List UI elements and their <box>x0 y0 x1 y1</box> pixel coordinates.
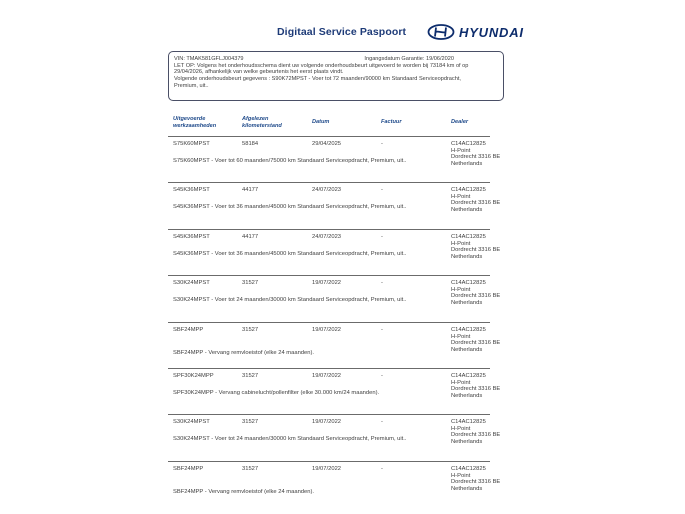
service-code: SBF24MPP <box>173 327 204 333</box>
service-description: SBF24MPP - Vervang remvloeistof (elke 24 maanden). <box>173 350 315 356</box>
km-reading: 44177 <box>242 234 259 240</box>
dealer-line: Dordrecht 3316 BE <box>451 154 501 161</box>
dealer-line: C14AC12825 <box>451 187 486 193</box>
km-reading: 31527 <box>242 280 259 286</box>
invoice: - <box>381 466 383 472</box>
dealer-line: H-Point <box>451 333 471 340</box>
dealer-line: Dordrecht 3316 BE <box>451 293 501 300</box>
row-separator <box>168 322 490 323</box>
dealer-line: Dordrecht 3316 BE <box>451 479 501 486</box>
dealer-line: C14AC12825 <box>451 234 486 240</box>
row-separator <box>168 136 490 137</box>
row-separator <box>168 275 490 276</box>
service-date: 19/07/2022 <box>312 419 342 425</box>
invoice: - <box>381 234 383 240</box>
service-date: 29/04/2025 <box>312 141 342 147</box>
warranty-start-date: Ingangsdatum Garantie: 19/06/2020 <box>364 56 454 62</box>
service-code: S30K24MPST <box>173 280 210 286</box>
service-code: S75K60MPST <box>173 141 210 147</box>
page-title: Digitaal Service Paspoort <box>277 26 407 38</box>
km-reading: 44177 <box>242 187 259 193</box>
vin: VIN: TMAK581GFLJ004379 <box>174 56 244 62</box>
dealer-line: H-Point <box>451 286 471 293</box>
dealer-line: Dordrecht 3316 BE <box>451 432 501 439</box>
dealer-line: Dordrecht 3316 BE <box>451 340 501 347</box>
km-reading: 31527 <box>242 419 259 425</box>
invoice: - <box>381 419 383 425</box>
hyundai-logo-icon <box>427 24 455 40</box>
km-reading: 31527 <box>242 373 259 379</box>
service-code: S45K36MPST <box>173 234 210 240</box>
invoice: - <box>381 187 383 193</box>
dealer-line: C14AC12825 <box>451 373 486 379</box>
service-date: 19/07/2022 <box>312 280 342 286</box>
dealer-line: C14AC12825 <box>451 419 486 425</box>
dealer-line: H-Point <box>451 379 471 386</box>
dealer-line: Netherlands <box>451 486 483 493</box>
km-reading: 31527 <box>242 327 259 333</box>
dealer-line: H-Point <box>451 147 471 154</box>
service-date: 19/07/2022 <box>312 373 342 379</box>
service-code: S30K24MPST <box>173 419 210 425</box>
dealer-line: Dordrecht 3316 BE <box>451 386 501 393</box>
vehicle-info-box <box>168 51 504 101</box>
km-reading: 31527 <box>242 466 259 472</box>
service-code: S45K36MPST <box>173 187 210 193</box>
row-separator <box>168 461 490 462</box>
row-separator <box>168 182 490 183</box>
dealer-line: H-Point <box>451 240 471 247</box>
service-date: 19/07/2022 <box>312 466 342 472</box>
column-header-dealer: Dealer <box>451 119 469 125</box>
column-header-invoice: Factuur <box>381 119 402 125</box>
service-date: 24/07/2023 <box>312 187 342 193</box>
dealer-line: Netherlands <box>451 254 483 261</box>
dealer-line: C14AC12825 <box>451 327 486 333</box>
km-reading: 58184 <box>242 141 259 147</box>
service-date: 19/07/2022 <box>312 327 342 333</box>
column-header-km: Afgelezen kilometerstand <box>242 116 282 129</box>
dealer-line: C14AC12825 <box>451 141 486 147</box>
invoice: - <box>381 280 383 286</box>
service-description: S45K36MPST - Voer tot 36 maanden/45000 km Standaard Serviceopdracht, Premium, uit.. <box>173 251 407 257</box>
row-separator <box>168 368 490 369</box>
service-date: 24/07/2023 <box>312 234 342 240</box>
dealer-line: H-Point <box>451 193 471 200</box>
column-header-date: Datum <box>312 119 330 125</box>
service-description: S30K24MPST - Voer tot 24 maanden/30000 km Standaard Serviceopdracht, Premium, uit.. <box>173 436 407 442</box>
service-description: S45K36MPST - Voer tot 36 maanden/45000 km Standaard Serviceopdracht, Premium, uit.. <box>173 204 407 210</box>
brand-logo <box>427 24 524 40</box>
dealer-line: C14AC12825 <box>451 466 486 472</box>
maintenance-notice: LET OP: Volgens het onderhoudsschema dient uw volgende onderhoudsbeurt uitgevoerd te worden bij 73184 km of op 29/04/2026, afhankelijk van welke gebeurtenis het eerst plaats vindt. <box>174 62 469 76</box>
dealer-line: Netherlands <box>451 161 483 168</box>
dealer-line: H-Point <box>451 472 471 479</box>
invoice: - <box>381 373 383 379</box>
dealer-line: C14AC12825 <box>451 280 486 286</box>
service-description: SBF24MPP - Vervang remvloeistof (elke 24 maanden). <box>173 489 315 495</box>
invoice: - <box>381 327 383 333</box>
service-code: SPF30K24MPP <box>173 373 214 379</box>
dealer-line: Dordrecht 3316 BE <box>451 247 501 254</box>
column-header-work: Uitgevoerde werkzaamheden <box>173 116 217 129</box>
dealer-line: Netherlands <box>451 300 483 307</box>
invoice: - <box>381 141 383 147</box>
service-description: S30K24MPST - Voer tot 24 maanden/30000 km Standaard Serviceopdracht, Premium, uit.. <box>173 297 407 303</box>
dealer-line: Netherlands <box>451 207 483 214</box>
dealer-line: Netherlands <box>451 393 483 400</box>
next-service-info: Volgende onderhoudsbeurt gegevens : S90K72MPST - Voer tot 72 maanden/90000 km Standaard Serviceopdracht, Premium, uit.. <box>174 76 461 89</box>
row-separator <box>168 414 490 415</box>
dealer-line: Netherlands <box>451 439 483 446</box>
dealer-line: Netherlands <box>451 347 483 354</box>
service-code: SBF24MPP <box>173 466 204 472</box>
brand-name: HYUNDAI <box>459 24 524 40</box>
dealer-line: H-Point <box>451 425 471 432</box>
service-description: S75K60MPST - Voer tot 60 maanden/75000 km Standaard Serviceopdracht, Premium, uit.. <box>173 158 407 164</box>
service-description: SPF30K24MPP - Vervang cabinelucht/pollenfilter (elke 30.000 km/24 maanden). <box>173 390 380 396</box>
dealer-line: Dordrecht 3316 BE <box>451 200 501 207</box>
row-separator <box>168 229 490 230</box>
